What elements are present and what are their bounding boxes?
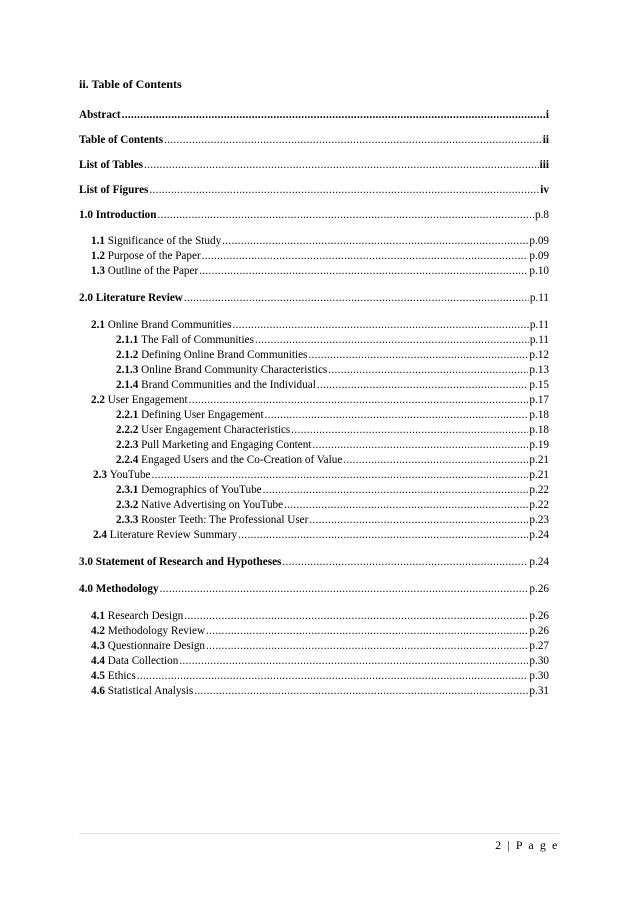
toc-entry-number: 2.2.2 bbox=[116, 424, 139, 436]
toc-entry-title: Ethics bbox=[107, 670, 136, 682]
leader-dots bbox=[184, 609, 528, 623]
toc-entry-title: Purpose of the Paper bbox=[107, 250, 201, 262]
toc-entry-title: Demographics of YouTube bbox=[141, 484, 262, 496]
toc-entry-number: 4.6 bbox=[91, 685, 105, 697]
toc-entry-page: i bbox=[545, 109, 549, 121]
toc-entry-abstract[interactable] bbox=[79, 108, 549, 122]
toc-entry-title: 2.0 Literature Review bbox=[79, 292, 183, 304]
toc-entry-number: 2.4 bbox=[93, 529, 107, 541]
toc-entry-page: p.23 bbox=[529, 514, 549, 526]
footer-separator: | bbox=[507, 838, 512, 852]
toc-entry-page: iii bbox=[539, 159, 549, 171]
toc-entry-number: 2.3.1 bbox=[116, 484, 139, 496]
leader-dots bbox=[309, 513, 528, 527]
toc-entry-number: 2.1 bbox=[91, 319, 105, 331]
toc-entry-title: User Engagement Characteristics bbox=[141, 424, 291, 436]
toc-entry-title: Pull Marketing and Engaging Content bbox=[141, 439, 312, 451]
toc-entry-page: p.11 bbox=[529, 334, 549, 346]
leader-dots bbox=[343, 453, 528, 467]
toc-entry-literature-review[interactable] bbox=[79, 291, 549, 305]
toc-entry-page: p.18 bbox=[529, 424, 549, 436]
toc-entry-title: Table of Contents bbox=[79, 134, 164, 146]
toc-entry-page: p.17 bbox=[529, 394, 549, 406]
toc-entry-page: p.27 bbox=[529, 640, 549, 652]
leader-dots bbox=[199, 264, 528, 278]
footer-divider bbox=[79, 833, 559, 834]
leader-dots bbox=[291, 423, 528, 437]
toc-entry-introduction[interactable] bbox=[79, 208, 549, 222]
toc-entry-title: The Fall of Communities bbox=[141, 334, 254, 346]
toc-entry-title: Defining User Engagement bbox=[141, 409, 264, 421]
leader-dots bbox=[160, 582, 529, 596]
leader-dots bbox=[317, 378, 529, 392]
leader-dots bbox=[282, 555, 528, 569]
toc-entry-number: 2.1.1 bbox=[116, 334, 139, 346]
toc-entry-table-of-contents[interactable] bbox=[79, 133, 549, 147]
toc-entry-number: 2.2.1 bbox=[116, 409, 139, 421]
toc-entry-title: Methodology Review bbox=[107, 625, 206, 637]
toc-entry-number: 1.1 bbox=[91, 235, 105, 247]
leader-dots bbox=[149, 183, 539, 197]
toc-entry-1-1[interactable] bbox=[91, 234, 549, 248]
page-number: 2 bbox=[495, 838, 503, 852]
toc-entry-title: 4.0 Methodology bbox=[79, 583, 159, 595]
toc-entry-number: 4.4 bbox=[91, 655, 105, 667]
toc-entry-number: 4.5 bbox=[91, 670, 105, 682]
toc-entry-title: Online Brand Community Characteristics bbox=[141, 364, 328, 376]
leader-dots bbox=[189, 393, 529, 407]
toc-entry-2-1[interactable] bbox=[91, 318, 549, 332]
toc-entry-page: p.21 bbox=[529, 454, 549, 466]
leader-dots bbox=[312, 438, 528, 452]
toc-entry-title: Online Brand Communities bbox=[107, 319, 232, 331]
toc-entry-page: p.13 bbox=[529, 364, 549, 376]
toc-entry-page: p.09 bbox=[529, 235, 549, 247]
toc-entry-number: 4.3 bbox=[91, 640, 105, 652]
leader-dots bbox=[122, 108, 545, 122]
toc-entry-title: Data Collection bbox=[107, 655, 179, 667]
toc-entry-page: p.15 bbox=[529, 379, 549, 391]
toc-entry-title: Significance of the Study bbox=[107, 235, 222, 247]
toc-entry-number: 2.3.2 bbox=[116, 499, 139, 511]
toc-entry-title: List of Tables bbox=[79, 159, 144, 171]
toc-entry-title: Native Advertising on YouTube bbox=[141, 499, 284, 511]
toc-entry-4-5[interactable] bbox=[91, 669, 549, 683]
toc-entry-2-2-3[interactable] bbox=[116, 438, 549, 452]
leader-dots bbox=[206, 624, 528, 638]
leader-dots bbox=[152, 468, 529, 482]
leader-dots bbox=[328, 363, 528, 377]
toc-entry-page: p.24 bbox=[529, 556, 549, 568]
leader-dots bbox=[137, 669, 529, 683]
toc-entry-title: 1.0 Introduction bbox=[79, 209, 157, 221]
toc-entry-page: p.18 bbox=[529, 409, 549, 421]
toc-entry-page: p.24 bbox=[529, 529, 549, 541]
toc-entry-title: Statistical Analysis bbox=[107, 685, 194, 697]
toc-entry-page: p.11 bbox=[529, 292, 549, 304]
leader-dots bbox=[284, 498, 528, 512]
toc-entry-title: YouTube bbox=[109, 469, 151, 481]
toc-entry-number: 2.2.4 bbox=[116, 454, 139, 466]
toc-entry-page: p.31 bbox=[529, 685, 549, 697]
toc-entry-page: p.26 bbox=[529, 610, 549, 622]
toc-entry-page: p.12 bbox=[529, 349, 549, 361]
toc-entry-1-2[interactable] bbox=[91, 249, 549, 263]
leader-dots bbox=[144, 158, 539, 172]
toc-heading: ii. Table of Contents bbox=[79, 77, 182, 91]
toc-entry-number: 4.1 bbox=[91, 610, 105, 622]
toc-entry-page: ii bbox=[542, 134, 549, 146]
toc-entry-number: 2.2.3 bbox=[116, 439, 139, 451]
leader-dots bbox=[265, 408, 529, 422]
toc-entry-number: 2.1.3 bbox=[116, 364, 139, 376]
toc-entry-page: iv bbox=[540, 184, 549, 196]
toc-entry-2-2[interactable] bbox=[91, 393, 549, 407]
leader-dots bbox=[202, 249, 529, 263]
toc-entry-title: 3.0 Statement of Research and Hypotheses bbox=[79, 556, 282, 568]
toc-entry-2-1-3[interactable] bbox=[116, 363, 549, 377]
toc-entry-title: Questionnaire Design bbox=[107, 640, 206, 652]
toc-entry-title: Research Design bbox=[107, 610, 184, 622]
toc-entry-page: p.10 bbox=[529, 265, 549, 277]
toc-entry-title: User Engagement bbox=[107, 394, 188, 406]
toc-entry-2-3[interactable] bbox=[93, 468, 549, 482]
toc-entry-page: p.26 bbox=[529, 625, 549, 637]
toc-entry-number: 2.1.2 bbox=[116, 349, 139, 361]
toc-entry-page: p.11 bbox=[529, 319, 549, 331]
toc-entry-title: Abstract bbox=[79, 109, 121, 121]
toc-entry-page: p.22 bbox=[529, 484, 549, 496]
leader-dots bbox=[179, 654, 528, 668]
toc-entry-title: List of Figures bbox=[79, 184, 149, 196]
toc-entry-2-2-1[interactable] bbox=[116, 408, 549, 422]
leader-dots bbox=[263, 483, 529, 497]
toc-entry-number: 2.3 bbox=[93, 469, 107, 481]
toc-entry-page: p.26 bbox=[529, 583, 549, 595]
toc-entry-page: p.21 bbox=[529, 469, 549, 481]
toc-entry-page: p.09 bbox=[529, 250, 549, 262]
toc-entry-page: p.30 bbox=[529, 655, 549, 667]
leader-dots bbox=[222, 234, 528, 248]
toc-entry-2-3-1[interactable] bbox=[116, 483, 549, 497]
toc-entry-2-1-4[interactable] bbox=[116, 378, 549, 392]
leader-dots bbox=[194, 684, 528, 698]
toc-entry-number: 2.1.4 bbox=[116, 379, 139, 391]
toc-entry-number: 2.2 bbox=[91, 394, 105, 406]
toc-entry-title: Defining Online Brand Communities bbox=[141, 349, 308, 361]
toc-entry-2-3-2[interactable] bbox=[116, 498, 549, 512]
leader-dots bbox=[206, 639, 528, 653]
toc-entry-number: 4.2 bbox=[91, 625, 105, 637]
toc-entry-title: Literature Review Summary bbox=[109, 529, 238, 541]
toc-entry-page: p.22 bbox=[529, 499, 549, 511]
toc-entry-4-4[interactable] bbox=[91, 654, 549, 668]
leader-dots bbox=[184, 291, 529, 305]
toc-entry-number: 1.3 bbox=[91, 265, 105, 277]
toc-entry-methodology[interactable] bbox=[79, 582, 549, 596]
toc-entry-4-2[interactable] bbox=[91, 624, 549, 638]
toc-entry-statement-of-research[interactable] bbox=[79, 555, 549, 569]
toc-entry-4-1[interactable] bbox=[91, 609, 549, 623]
toc-entry-2-3-3[interactable] bbox=[116, 513, 549, 527]
toc-entry-number: 1.2 bbox=[91, 250, 105, 262]
toc-entry-4-3[interactable] bbox=[91, 639, 549, 653]
toc-entry-list-of-figures[interactable] bbox=[79, 183, 549, 197]
toc-entry-page: p.30 bbox=[529, 670, 549, 682]
toc-entry-list-of-tables[interactable] bbox=[79, 158, 549, 172]
page-footer bbox=[495, 838, 559, 852]
leader-dots bbox=[158, 208, 535, 222]
leader-dots bbox=[164, 133, 542, 147]
toc-entry-2-1-2[interactable] bbox=[116, 348, 549, 362]
leader-dots bbox=[308, 348, 528, 362]
toc-entry-2-4[interactable] bbox=[93, 528, 549, 542]
toc-entry-title: Engaged Users and the Co-Creation of Value bbox=[141, 454, 343, 466]
toc-entry-page: p.19 bbox=[529, 439, 549, 451]
toc-entry-1-3[interactable] bbox=[91, 264, 549, 278]
toc-entry-2-2-2[interactable] bbox=[116, 423, 549, 437]
leader-dots bbox=[232, 318, 528, 332]
leader-dots bbox=[238, 528, 528, 542]
toc-entry-title: Rooster Teeth: The Professional User bbox=[141, 514, 309, 526]
toc-entry-title: Brand Communities and the Individual bbox=[141, 379, 316, 391]
toc-entry-2-1-1[interactable] bbox=[116, 333, 549, 347]
toc-entry-4-6[interactable] bbox=[91, 684, 549, 698]
toc-entry-page: p.8 bbox=[535, 209, 549, 221]
page-label: P a g e bbox=[515, 838, 559, 852]
toc-entry-title: Outline of the Paper bbox=[107, 265, 199, 277]
toc-entry-2-2-4[interactable] bbox=[116, 453, 549, 467]
toc-entry-number: 2.3.3 bbox=[116, 514, 139, 526]
leader-dots bbox=[255, 333, 529, 347]
